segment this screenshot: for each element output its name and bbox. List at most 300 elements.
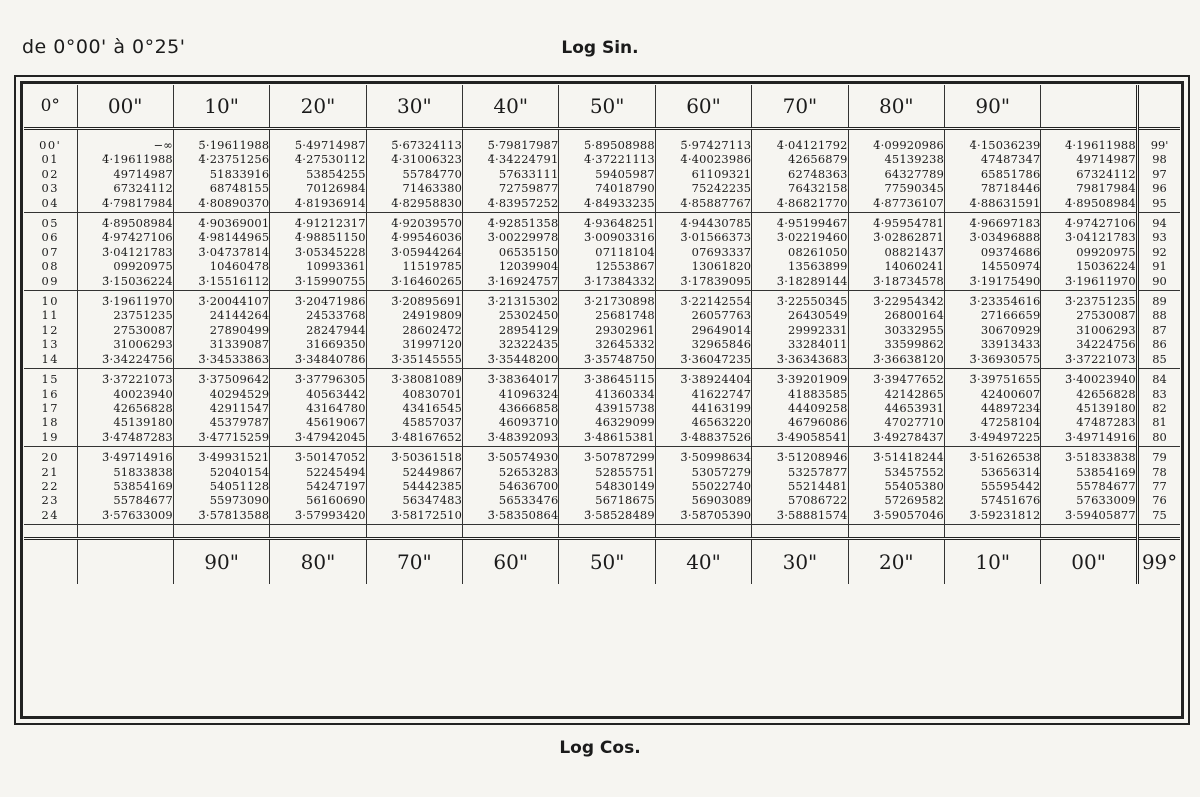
table-cell: 5̄·19611988 <box>173 138 269 152</box>
row-minute-complement: 75 <box>1137 508 1180 525</box>
table-cell: 24919809 <box>366 308 462 322</box>
row-minute-complement: 76 <box>1137 493 1180 507</box>
table-cell: 46796086 <box>752 415 848 429</box>
table-cell: 4̄·95954781 <box>848 213 944 231</box>
table-cell: 42656828 <box>77 401 173 415</box>
table-cell: 31006293 <box>77 337 173 351</box>
table-cell: 4̄·97427106 <box>1041 213 1137 231</box>
table-cell: 4̄·96697183 <box>945 213 1041 231</box>
row-minute-complement: 81 <box>1137 415 1180 429</box>
table-cell: 55405380 <box>848 479 944 493</box>
table-cell: 4̄·34224791 <box>463 152 559 166</box>
row-minute: 14 <box>24 352 77 369</box>
table-cell: 3̄·20895691 <box>366 291 462 309</box>
table-cell: 3̄·57993420 <box>270 508 366 525</box>
spacer-cell <box>559 525 655 539</box>
table-cell: 57451676 <box>945 493 1041 507</box>
spacer-cell <box>1041 525 1137 539</box>
table-cell: 32322435 <box>463 337 559 351</box>
table-row <box>24 196 1180 213</box>
row-minute: 07 <box>41 244 59 259</box>
gap-cell <box>173 129 269 139</box>
table-cell: 3̄·34224756 <box>77 352 173 369</box>
gap-cell <box>24 129 77 139</box>
table-cell: 3̄·49714916 <box>1041 430 1137 447</box>
spacer-cell <box>77 525 173 539</box>
table-cell: 29649014 <box>655 323 751 337</box>
table-row <box>24 352 1180 369</box>
table-cell: 26800164 <box>848 308 944 322</box>
spacer-cell <box>24 525 77 539</box>
table-cell: 42400607 <box>945 387 1041 401</box>
table-cell: 4̄·98144965 <box>173 230 269 244</box>
table-cell: 52040154 <box>173 465 269 479</box>
table-cell: 07693337 <box>655 245 751 259</box>
table-row <box>24 213 1180 231</box>
table-cell: 3̄·49497225 <box>945 430 1041 447</box>
page-title: Log Sin. <box>561 38 639 58</box>
spacer-cell <box>1137 525 1180 539</box>
table-cell: 08821437 <box>848 245 944 259</box>
gap-cell <box>270 129 366 139</box>
table-cell: 61109321 <box>655 167 751 181</box>
row-minute-complement: 97 <box>1137 167 1180 181</box>
table-cell: 3̄·04737814 <box>173 245 269 259</box>
table-cell: 10460478 <box>173 259 269 273</box>
table-cell: 4̄·92851358 <box>463 213 559 231</box>
table-cell: 3̄·19175490 <box>945 274 1041 291</box>
table-cell: 53257877 <box>752 465 848 479</box>
table-cell: 5̄·89508988 <box>559 138 655 152</box>
table-cell: 5̄·97427113 <box>655 138 751 152</box>
table-cell: 44653931 <box>848 401 944 415</box>
row-minute-complement: 91 <box>1137 259 1180 273</box>
table-cell: 25302450 <box>463 308 559 322</box>
table-cell: 4̄·83957252 <box>463 196 559 213</box>
table-row <box>24 465 1180 479</box>
table-cell: 3̄·39201909 <box>752 369 848 387</box>
table-cell: 3̄·59057046 <box>848 508 944 525</box>
table-row <box>24 259 1180 273</box>
table-cell: 40830701 <box>366 387 462 401</box>
table-cell: 3̄·58881574 <box>752 508 848 525</box>
table-cell: 67324112 <box>77 181 173 195</box>
table-cell: 44409258 <box>752 401 848 415</box>
table-cell: 3̄·34840786 <box>270 352 366 369</box>
table-row <box>24 493 1180 507</box>
table-cell: 24144264 <box>173 308 269 322</box>
table-cell: 27890499 <box>173 323 269 337</box>
row-minute-complement: 88 <box>1137 308 1180 322</box>
table-cell: 42656828 <box>1041 387 1137 401</box>
table-cell: 41883585 <box>752 387 848 401</box>
table-cell: 51833916 <box>173 167 269 181</box>
table-cell: 4̄·31006323 <box>366 152 462 166</box>
row-minute-complement: 80 <box>1137 430 1180 447</box>
table-cell: 4̄·85887767 <box>655 196 751 213</box>
column-header-top: 00" <box>77 85 173 129</box>
row-minute: 06 <box>41 230 59 245</box>
table-cell: 45857037 <box>366 415 462 429</box>
spacer-row <box>24 525 1180 539</box>
table-cell: 3̄·49714916 <box>77 447 173 465</box>
table-cell: 3̄·40023940 <box>1041 369 1137 387</box>
table-cell: 3̄·47487283 <box>77 430 173 447</box>
header-row <box>24 85 1180 129</box>
table-row <box>24 308 1180 322</box>
table-cell: 29302961 <box>559 323 655 337</box>
column-header-bottom: 60" <box>463 539 559 585</box>
row-minute: 23 <box>41 493 59 508</box>
table-cell: 3̄·38364017 <box>463 369 559 387</box>
table-cell: 26430549 <box>752 308 848 322</box>
row-minute: 20 <box>41 450 59 465</box>
table-cell: 33599862 <box>848 337 944 351</box>
row-minute: 15 <box>41 372 59 387</box>
column-header-bottom: 90" <box>173 539 269 585</box>
table-cell: 4̄·37221113 <box>559 152 655 166</box>
table-cell: 3̄·58350864 <box>463 508 559 525</box>
row-minute: 21 <box>41 464 59 479</box>
table-cell: 3̄·22550345 <box>752 291 848 309</box>
column-header-bottom: 50" <box>559 539 655 585</box>
table-cell: 4̄·19611988 <box>1041 138 1137 152</box>
table-cell: 49714987 <box>77 167 173 181</box>
row-minute-complement: 98 <box>1137 152 1180 166</box>
table-cell: 14550974 <box>945 259 1041 273</box>
table-cell: 52653283 <box>463 465 559 479</box>
table-cell: 3̄·17839095 <box>655 274 751 291</box>
column-header-bottom: 20" <box>848 539 944 585</box>
table-row <box>24 181 1180 195</box>
column-header-top: 60" <box>655 85 751 129</box>
row-minute: 01 <box>41 152 59 167</box>
table-cell: 78718446 <box>945 181 1041 195</box>
row-minute: 04 <box>24 196 77 213</box>
range-label: de 0°00' à 0°25' <box>22 36 186 58</box>
table-cell: 4̄·79817984 <box>77 196 173 213</box>
table-row <box>24 430 1180 447</box>
row-minute: 10 <box>41 294 59 309</box>
table-row <box>24 291 1180 309</box>
table-cell: 52245494 <box>270 465 366 479</box>
table-cell: 3̄·50361518 <box>366 447 462 465</box>
row-minute: 00' <box>39 138 62 152</box>
column-header-bottom: 70" <box>366 539 462 585</box>
table-cell: 28602472 <box>366 323 462 337</box>
table-cell: 55784770 <box>366 167 462 181</box>
table-cell: 3̄·51418244 <box>848 447 944 465</box>
corner-degree: 0° <box>40 95 60 116</box>
table-cell: 3̄·21315302 <box>463 291 559 309</box>
table-cell: 3̄·23354616 <box>945 291 1041 309</box>
table-cell: 4̄·89508984 <box>1041 196 1137 213</box>
table-cell: 70126984 <box>270 181 366 195</box>
table-cell: 55973090 <box>173 493 269 507</box>
table-cell: 3̄·19611970 <box>1041 274 1137 291</box>
table-cell: −∞ <box>77 138 173 152</box>
table-row <box>24 274 1180 291</box>
spacer-cell <box>655 525 751 539</box>
table-cell: 41360334 <box>559 387 655 401</box>
footer-left-blank <box>24 539 77 585</box>
table-cell: 14060241 <box>848 259 944 273</box>
column-header-bottom: 10" <box>945 539 1041 585</box>
row-minute-complement: 82 <box>1137 401 1180 415</box>
row-minute: 19 <box>24 430 77 447</box>
table-cell: 46093710 <box>463 415 559 429</box>
table-cell: 5̄·79817987 <box>463 138 559 152</box>
table-row <box>24 230 1180 244</box>
table-cell: 31339087 <box>173 337 269 351</box>
gap-cell <box>463 129 559 139</box>
column-header-top <box>1041 85 1137 129</box>
table-cell: 4̄·82958830 <box>366 196 462 213</box>
table-cell: 3̄·48392093 <box>463 430 559 447</box>
table-cell: 3̄·18289144 <box>752 274 848 291</box>
table-cell: 4̄·09920986 <box>848 138 944 152</box>
column-header-top: 20" <box>270 85 366 129</box>
table-cell: 3̄·18734578 <box>848 274 944 291</box>
row-minute: 17 <box>41 400 59 415</box>
table-cell: 4̄·98851150 <box>270 230 366 244</box>
table-cell: 4̄·88631591 <box>945 196 1041 213</box>
row-minute: 05 <box>41 216 59 231</box>
table-cell: 25681748 <box>559 308 655 322</box>
table-cell: 47487347 <box>945 152 1041 166</box>
table-cell: 5̄·67324113 <box>366 138 462 152</box>
table-cell: 49714987 <box>1041 152 1137 166</box>
table-row <box>24 167 1180 181</box>
table-cell: 79817984 <box>1041 181 1137 195</box>
table-cell: 3̄·20471986 <box>270 291 366 309</box>
table-cell: 54442385 <box>366 479 462 493</box>
table-cell: 46329099 <box>559 415 655 429</box>
table-cell: 28954129 <box>463 323 559 337</box>
table-row <box>24 152 1180 166</box>
table-cell: 56533476 <box>463 493 559 507</box>
table-cell: 31669350 <box>270 337 366 351</box>
table-cell: 33284011 <box>752 337 848 351</box>
table-cell: 11519785 <box>366 259 462 273</box>
table-cell: 47258104 <box>945 415 1041 429</box>
table-cell: 52449867 <box>366 465 462 479</box>
table-cell: 3̄·19611970 <box>77 291 173 309</box>
table-cell: 45139180 <box>77 415 173 429</box>
table-cell: 3̄·57633009 <box>77 508 173 525</box>
column-header-bottom: 80" <box>270 539 366 585</box>
table-cell: 4̄·95199467 <box>752 213 848 231</box>
table-cell: 54051128 <box>173 479 269 493</box>
row-minute: 02 <box>41 166 59 181</box>
column-header-top: 10" <box>173 85 269 129</box>
gap-cell <box>655 129 751 139</box>
log-sin-table <box>24 85 1180 584</box>
spacer-cell <box>752 525 848 539</box>
table-cell: 4̄·87736107 <box>848 196 944 213</box>
table-cell: 56347483 <box>366 493 462 507</box>
table-cell: 3̄·37221073 <box>77 369 173 387</box>
table-cell: 3̄·51833838 <box>1041 447 1137 465</box>
table-cell: 4̄·19611988 <box>77 152 173 166</box>
spacer-cell <box>945 525 1041 539</box>
table-cell: 3̄·15990755 <box>270 274 366 291</box>
table-cell: 76432158 <box>752 181 848 195</box>
table-cell: 5̄·49714987 <box>270 138 366 152</box>
row-minute-complement: 95 <box>1137 196 1180 213</box>
table-row <box>24 138 1180 152</box>
table-cell: 3̄·49931521 <box>173 447 269 465</box>
table-cell: 71463380 <box>366 181 462 195</box>
table-cell: 09920975 <box>1041 245 1137 259</box>
table-cell: 47487283 <box>1041 415 1137 429</box>
table-cell: 06535150 <box>463 245 559 259</box>
table-cell: 43164780 <box>270 401 366 415</box>
table-cell: 43915738 <box>559 401 655 415</box>
table-cell: 3̄·48837526 <box>655 430 751 447</box>
table-cell: 13061820 <box>655 259 751 273</box>
table-cell: 30332955 <box>848 323 944 337</box>
table-cell: 55784677 <box>1041 479 1137 493</box>
table-cell: 3̄·37509642 <box>173 369 269 387</box>
table-cell: 77590345 <box>848 181 944 195</box>
table-cell: 31997120 <box>366 337 462 351</box>
gap-cell <box>77 129 173 139</box>
table-cell: 3̄·50574930 <box>463 447 559 465</box>
table-cell: 3̄·48167652 <box>366 430 462 447</box>
table-cell: 57633009 <box>1041 493 1137 507</box>
table-cell: 3̄·03496888 <box>945 230 1041 244</box>
table-cell: 3̄·36343683 <box>752 352 848 369</box>
row-minute-complement: 78 <box>1137 465 1180 479</box>
row-minute-complement: 83 <box>1137 387 1180 401</box>
table-cell: 3̄·39751655 <box>945 369 1041 387</box>
table-cell: 75242235 <box>655 181 751 195</box>
table-cell: 3̄·59405877 <box>1041 508 1137 525</box>
table-cell: 3̄·16924757 <box>463 274 559 291</box>
table-cell: 28247944 <box>270 323 366 337</box>
row-minute: 24 <box>24 508 77 525</box>
table-cell: 45139180 <box>1041 401 1137 415</box>
table-cell: 4̄·23751256 <box>173 152 269 166</box>
table-cell: 55784677 <box>77 493 173 507</box>
table-cell: 56903089 <box>655 493 751 507</box>
table-cell: 53057279 <box>655 465 751 479</box>
table-cell: 45379787 <box>173 415 269 429</box>
table-cell: 3̄·01566373 <box>655 230 751 244</box>
table-cell: 3̄·35448200 <box>463 352 559 369</box>
table-cell: 53656314 <box>945 465 1041 479</box>
row-minute: 12 <box>41 322 59 337</box>
column-header-bottom <box>77 539 173 585</box>
table-cell: 54247197 <box>270 479 366 493</box>
table-cell: 32645332 <box>559 337 655 351</box>
table-row <box>24 415 1180 429</box>
row-minute-complement: 96 <box>1137 181 1180 195</box>
table-cell: 53854255 <box>270 167 366 181</box>
table-cell: 4̄·89508984 <box>77 213 173 231</box>
table-cell: 4̄·04121792 <box>752 138 848 152</box>
gap-cell <box>848 129 944 139</box>
table-cell: 4̄·93648251 <box>559 213 655 231</box>
table-cell: 55214481 <box>752 479 848 493</box>
table-cell: 53854169 <box>77 479 173 493</box>
table-cell: 07118104 <box>559 245 655 259</box>
table-cell: 26057763 <box>655 308 751 322</box>
table-cell: 3̄·58528489 <box>559 508 655 525</box>
table-cell: 27530087 <box>77 323 173 337</box>
column-header-top: 30" <box>366 85 462 129</box>
table-cell: 3̄·36930575 <box>945 352 1041 369</box>
table-cell: 68748155 <box>173 181 269 195</box>
corner-degree-bottom: 99° <box>1137 539 1180 585</box>
table-cell: 3̄·04121783 <box>77 245 173 259</box>
table-cell: 45619067 <box>270 415 366 429</box>
table-cell: 4̄·94430785 <box>655 213 751 231</box>
table-cell: 54636700 <box>463 479 559 493</box>
table-cell: 3̄·38081089 <box>366 369 462 387</box>
table-cell: 3̄·02219460 <box>752 230 848 244</box>
table-cell: 40023940 <box>77 387 173 401</box>
table-cell: 10993361 <box>270 259 366 273</box>
table-cell: 13563899 <box>752 259 848 273</box>
table-cell: 40294529 <box>173 387 269 401</box>
table-cell: 3̄·58172510 <box>366 508 462 525</box>
table-cell: 08261050 <box>752 245 848 259</box>
footer-title: Log Cos. <box>559 738 641 758</box>
table-cell: 3̄·49278437 <box>848 430 944 447</box>
gap-cell <box>1137 129 1180 139</box>
row-minute-complement: 92 <box>1137 245 1180 259</box>
column-header-bottom: 40" <box>655 539 751 585</box>
column-header-top: 70" <box>752 85 848 129</box>
table-cell: 3̄·47942045 <box>270 430 366 447</box>
row-minute-complement: 85 <box>1137 352 1180 369</box>
table-cell: 3̄·35748750 <box>559 352 655 369</box>
table-cell: 4̄·81936914 <box>270 196 366 213</box>
row-minute: 13 <box>41 337 59 352</box>
table-cell: 12553867 <box>559 259 655 273</box>
row-minute: 09 <box>24 274 77 291</box>
table-cell: 3̄·36638120 <box>848 352 944 369</box>
column-header-top: 80" <box>848 85 944 129</box>
table-cell: 72759877 <box>463 181 559 195</box>
table-cell: 32965846 <box>655 337 751 351</box>
table-cell: 3̄·36047235 <box>655 352 751 369</box>
table-row <box>24 337 1180 351</box>
table-cell: 64327789 <box>848 167 944 181</box>
table-cell: 41096324 <box>463 387 559 401</box>
table-cell: 3̄·00229978 <box>463 230 559 244</box>
table-cell: 4̄·15036239 <box>945 138 1041 152</box>
table-cell: 59405987 <box>559 167 655 181</box>
row-minute: 16 <box>41 386 59 401</box>
row-minute-complement: 99' <box>1137 138 1180 152</box>
row-minute: 22 <box>41 478 59 493</box>
row-minute: 03 <box>41 181 59 196</box>
table-cell: 3̄·49058541 <box>752 430 848 447</box>
table-row <box>24 401 1180 415</box>
table-cell: 3̄·23751235 <box>1041 291 1137 309</box>
table-cell: 09920975 <box>77 259 173 273</box>
table-cell: 3̄·39477652 <box>848 369 944 387</box>
row-minute-complement: 84 <box>1137 369 1180 387</box>
table-cell: 3̄·59231812 <box>945 508 1041 525</box>
table-cell: 4̄·99546036 <box>366 230 462 244</box>
table-cell: 45139238 <box>848 152 944 166</box>
row-minute-complement: 77 <box>1137 479 1180 493</box>
table-cell: 3̄·22142554 <box>655 291 751 309</box>
